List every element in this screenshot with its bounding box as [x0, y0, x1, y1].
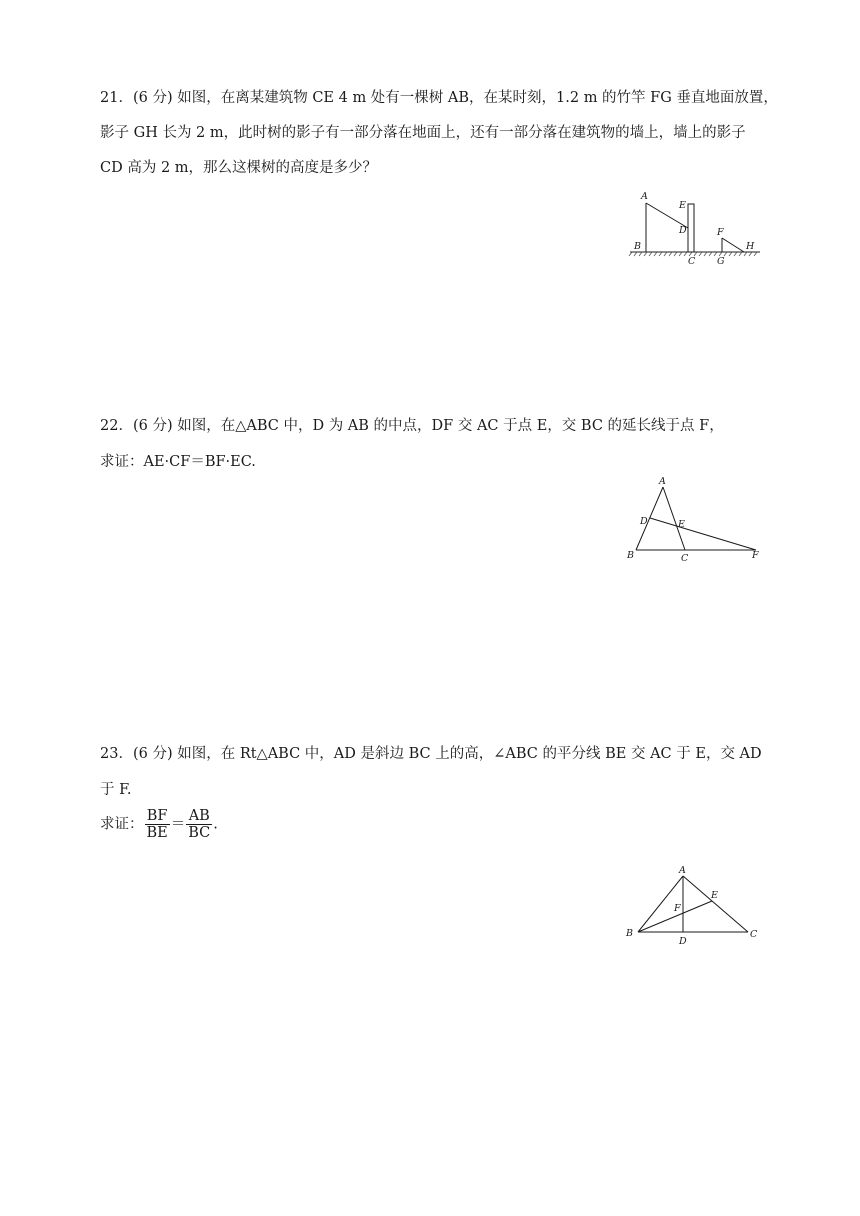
q22-label-d: D [640, 516, 648, 527]
q21-label-h: H [746, 241, 755, 252]
q23-fraction-ab-bc [186, 808, 212, 841]
q21-label-d: D [679, 225, 687, 236]
q22-figure [620, 474, 770, 568]
q21-figure [620, 186, 770, 270]
q23-prove-prefix: 求证： [100, 816, 144, 833]
q23-label-e: E [711, 890, 718, 901]
q23-label-c: C [750, 929, 758, 940]
q21-label-b: B [634, 241, 641, 252]
q21-text-line3: CD 高为 2 m，那么这棵树的高度是多少？ [100, 160, 378, 176]
q22-text-line1: 22．(6 分) 如图，在△ABC 中，D 为 AB 的中点，DF 交 AC 于点 E，交 BC 的延长线于点 F， [100, 418, 724, 434]
q23-equals: ＝ [170, 816, 186, 833]
q23-frac2-numerator: AB [186, 808, 212, 825]
q23-frac1-denominator: BE [146, 825, 168, 841]
q22-label-b: B [627, 550, 634, 561]
q23-frac1-numerator: BF [145, 808, 170, 825]
q22-label-e: E [678, 519, 685, 530]
q23-prove-line [100, 808, 218, 841]
q21-text-line2: 影子 GH 长为 2 m，此时树的影子有一部分落在地面上，还有一部分落在建筑物的墙上，墙上的影子 [100, 125, 746, 141]
q23-frac2-denominator: BC [188, 825, 211, 841]
q21-text-line1: 21．(6 分) 如图，在离某建筑物 CE 4 m 处有一棵树 AB，在某时刻，1.2 m 的竹竿 FG 垂直地面放置， [100, 90, 778, 106]
q21-label-g: G [717, 256, 725, 267]
q23-label-f: F [674, 903, 681, 914]
q23-fraction-bf-be [145, 808, 170, 841]
q22-text-line2: 求证：AE·CF＝BF·EC. [100, 454, 256, 470]
q23-text-line2: 于 F. [100, 782, 132, 798]
q23-label-a: A [679, 865, 686, 876]
q23-figure [620, 860, 770, 948]
q21-label-f: F [717, 227, 724, 238]
q23-text-line1: 23．(6 分) 如图，在 Rt△ABC 中，AD 是斜边 BC 上的高，∠ABC 的平分线 BE 交 AC 于 E，交 AD [100, 746, 762, 762]
q22-label-c: C [681, 553, 689, 564]
q21-label-e: E [679, 200, 686, 211]
q23-label-b: B [626, 928, 633, 939]
q23-period: . [213, 816, 218, 833]
q22-label-a: A [659, 476, 666, 487]
q22-label-f: F [752, 550, 759, 561]
q23-label-d: D [679, 936, 687, 947]
q21-label-c: C [688, 256, 696, 267]
q21-label-a: A [641, 191, 648, 202]
